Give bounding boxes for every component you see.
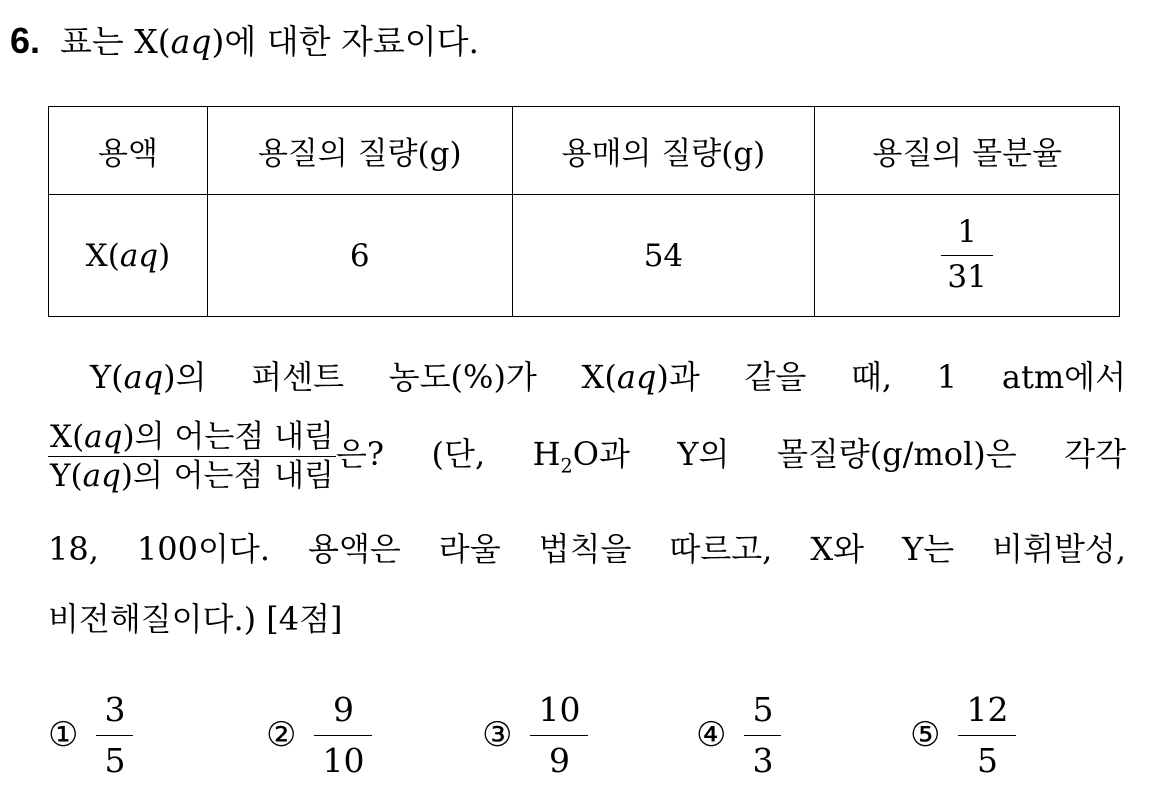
choice-4[interactable] [696,690,781,780]
choice-4-mark: ④ [696,715,727,755]
data-table [48,106,1120,317]
body-line-1: Y(aq)의 퍼센트 농도(%)가 X(aq)과 같을 때, 1 atm에서 [90,358,1126,396]
answer-choices [48,690,1048,780]
choice-5[interactable] [910,690,1016,780]
header-solute-mass: 용질의 질량(g) [207,107,512,195]
choice-5-fraction: $\frac{12}{5}$ [958,691,1016,780]
ratio-denominator: Y(aq)의 어는점 내림 [50,458,334,494]
choice-3[interactable] [482,690,588,780]
mole-fraction [941,215,992,295]
question-stem: 표는 X(aq)에 대한 자료이다. [60,22,479,61]
freezing-point-ratio [48,418,336,495]
choice-1-mark: ① [48,715,79,755]
question-header [10,18,479,65]
choice-1[interactable] [48,690,133,780]
cell-mole-fraction [815,195,1120,317]
cell-solvent-mass: 54 [512,195,815,317]
choice-3-fraction: $\frac{10}{9}$ [530,691,588,780]
header-solution: 용액 [49,107,208,195]
body-line-4: 비전해질이다.) [4점] [48,600,343,638]
ratio-numerator: X(aq)의 어는점 내림 [50,419,334,455]
body-line-3: 18, 100이다. 용액은 라울 법칙을 따르고, X와 Y는 비휘발성, [48,530,1126,568]
question-number: 6. [10,20,41,61]
choice-4-fraction: $\frac{5}{3}$ [744,691,781,780]
header-solvent-mass: 용매의 질량(g) [512,107,815,195]
body-line-2: $\frac{\text{X(aq)의 어는점 내림}}{\text{Y(aq)의 어는점 내림}}$ 은? (단, $H_2O$과 Y의 몰질량(g/mol)은 각각 [50,419,1127,494]
choice-3-mark: ③ [482,715,513,755]
mole-fraction-numerator: 1 [941,215,992,256]
choice-5-mark: ⑤ [910,715,941,755]
table-row [49,195,1120,317]
cell-solute-mass: 6 [207,195,512,317]
mole-fraction-denominator: 31 [947,259,987,295]
choice-2-fraction: $\frac{9}{10}$ [314,691,372,780]
choice-2[interactable] [266,690,372,780]
choice-1-fraction: $\frac{3}{5}$ [96,691,133,780]
cell-solution: X(aq) [49,195,208,317]
choice-2-mark: ② [266,715,297,755]
header-mole-fraction: 용질의 몰분율 [815,107,1120,195]
table-header-row [49,107,1120,195]
